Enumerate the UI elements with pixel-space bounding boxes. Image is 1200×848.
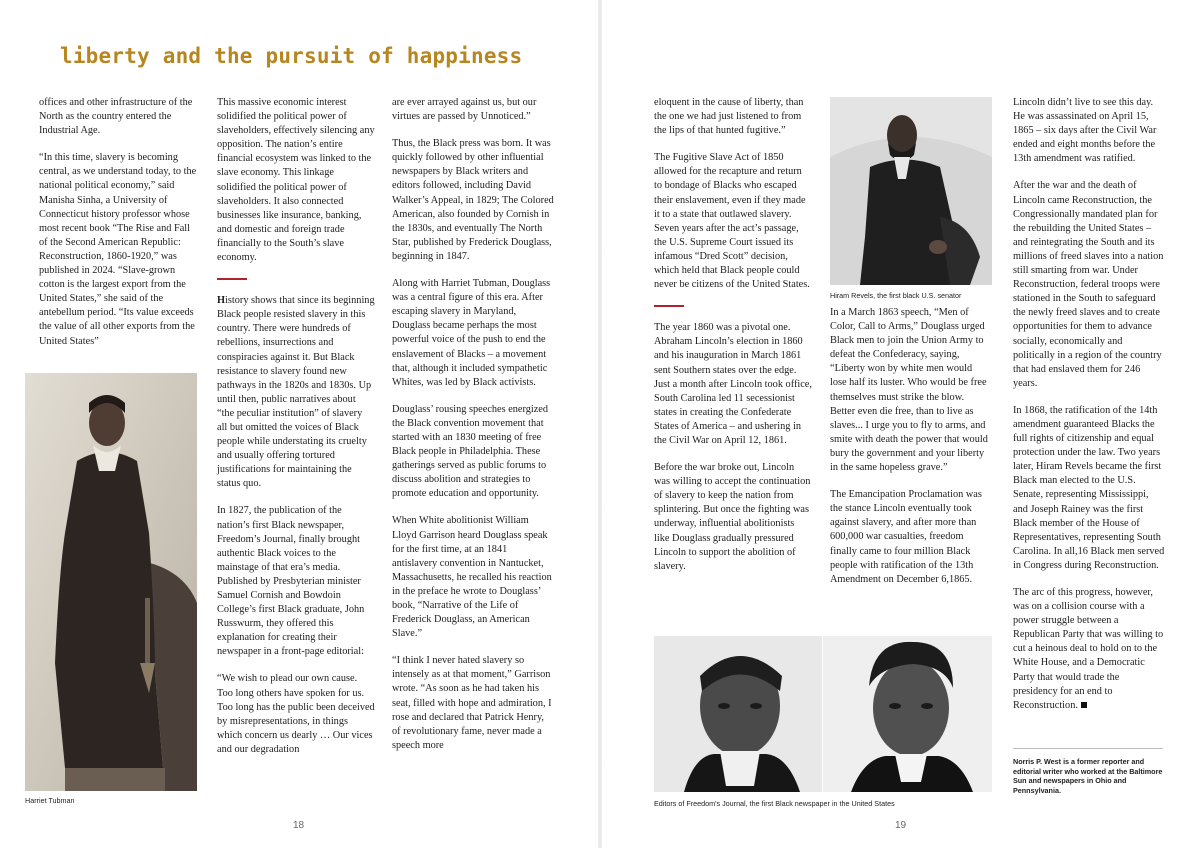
text-column-1	[39, 96, 199, 362]
paragraph: In 1827, the publication of the nation’s first Black newspaper, Freedom’s Journal, finally brought authentic Black voices to the mainstage of that era’s media. Published by Presbyterian minister Samuel Cornish and Bowdoin College’s first Black graduate, John Russwurm, they offered this explanation for creating their newspaper in a front-page editorial:	[217, 505, 365, 658]
text-column-2	[217, 96, 375, 770]
photo-caption: Editors of Freedom's Journal, the first Black newspaper in the United States	[654, 799, 895, 808]
paragraph: When White abolitionist William Lloyd Garrison heard Douglass speak for the first time, at an 1841 antislavery convention in Nantucket, Massachusetts, he recalled his reaction in the preface he wrote to Douglass’ book, “Narrative of the Life of Frederick Douglass, an American Slave.”	[392, 515, 552, 640]
paragraph: This massive economic interest solidified the political power of slaveholders, effectively silencing any opposition. The nation’s entire financial ecosystem was linked to the slave economy. This linkage solidified the political power of slaveholders. It also connected businesses like insurance, banking, and domestic and foreign trade financially to the South’s slave economy.	[217, 97, 375, 264]
samuel-cornish-portrait	[654, 636, 822, 792]
right-page	[600, 0, 1200, 848]
paragraph: Lincoln didn’t live to see this day. He was assassinated on April 15, 1865 – six days after the Civil War ended and eight months before the 13th amendment was ratified.	[1013, 97, 1157, 165]
section-divider	[217, 278, 247, 280]
paragraph: “I think I never hated slavery so intensely as at that moment,” Garrison wrote. “As soon as he had taken his seat, filled with hope and admiration, I rose and declared that Patrick Henry, of revolutionary fame, never made a speech more	[392, 655, 552, 751]
article-headline: liberty and the pursuit of happiness	[60, 44, 523, 68]
paragraph: History shows that since its beginning Black people resisted slavery in this country. There were hundreds of rebellions, insurrections and conspiracies against it. But Black resistance to slavery found new pathways in the 1820s and 1830s. Up until then, public narratives about “the peculiar institution” of slavery all but omitted the voices of Black people while understating its cruelty and usually offering tortured justifications for maintaining the status quo.	[217, 295, 375, 490]
section-divider	[654, 305, 684, 307]
text-column-4	[654, 96, 812, 587]
paragraph: In a March 1863 speech, “Men of Color, Call to Arms,” Douglass urged Black men to join the Union Army to defeat the Confederacy, saying, “Liberty won by white men would lose half its luster. Who would be free themselves must strike the blow. Better even die free, than to live as slaves... I urge you to fly to arms, and smite with death the power that would bury the government and your liberty in the same hopeless grave.”	[830, 307, 988, 474]
john-russwurm-photo	[823, 636, 992, 792]
paragraph: Before the war broke out, Lincoln was willing to accept the continuation of slavery to keep the nation from splintering. But once the fighting was underway, influential abolitionists like Douglass gradually pressured Lincoln to support the abolition of slavery.	[654, 462, 811, 572]
text-column-5	[830, 306, 990, 600]
paragraph: The year 1860 was a pivotal one. Abraham Lincoln’s election in 1860 and his inauguration in March 1861 sent Southern states over the edge. Just a month after Lincoln took office, South Carolina led 11 secessionist states in creating the Confederate States of America – and ushering in the Civil War on April 12, 1861.	[654, 322, 812, 446]
john-russwurm-portrait	[823, 636, 992, 792]
paragraph: are ever arrayed against us, but our virtues are passed by Unnoticed.”	[392, 97, 537, 123]
paragraph: “We wish to plead our own cause. Too long others have spoken for us. Too long has the public been deceived by misrepresentations, in things which concern us dearly … Our vices and our degradation	[217, 673, 375, 755]
paragraph: In 1868, the ratification of the 14th amendment guaranteed Blacks the full rights of citizenship and equal protection under the law. Two years later, Hiram Revels became the first Black man elected to the U.S. Senate, representing Mississippi, and Joseph Rainey was the first Black member of the House of Representatives, representing South Carolina. In all,16 Black men served in Congress during Reconstruction.	[1013, 404, 1165, 571]
paragraph: The arc of this progress, however, was on a collision course with a power struggle between a Republican Party that was willing to cut a heinous deal to hold on to the White House, and a Democratic Party that would trade the presidency for an end to Reconstruction.	[1013, 587, 1164, 711]
hiram-revels-portrait	[830, 97, 992, 285]
paragraph: offices and other infrastructure of the North as the country entered the Industrial Age.	[39, 97, 193, 137]
harriet-tubman-portrait	[25, 373, 197, 791]
paragraph: Thus, the Black press was born. It was quickly followed by other influential newspapers by Black writers and editors followed, including David Walker’s Appeal, in 1829; The Colored American, also founded by Cornish in the 1830s, and eventually The North Star, published by Frederick Douglass, beginning in 1847.	[392, 138, 554, 262]
samuel-cornish-photo	[654, 636, 822, 792]
hiram-revels-photo	[830, 97, 992, 285]
drop-cap: H	[217, 295, 226, 307]
paragraph: Along with Harriet Tubman, Douglass was a central figure of this era. After escaping slavery in Maryland, Douglass became perhaps the most powerful voice of the push to end the enslavement of Blacks – a movement that, although it included sympathetic Whites, was led by Black activists.	[392, 278, 551, 388]
paragraph: After the war and the death of Lincoln came Reconstruction, the Congressionally mandated plan for the rebuilding the United States – and reintegrating the South and its millions of freed slaves into a nation still smarting from war. Under Reconstruction, federal troops were stationed in the South to safeguard the newly freed slaves and to create opportunities for them to advance socially, economically and politically in a region of the country that had enslaved them for 246 years.	[1013, 180, 1164, 389]
text-column-3	[392, 96, 554, 766]
paragraph: The Fugitive Slave Act of 1850 allowed for the recapture and return to bondage of Blacks who escaped their enslavement, even if they made it to a state that outlawed slavery. Seven years after the act’s passage, the U.S. Supreme Court issued its infamous “Dred Scott” decision, which held that Black people could never be citizens of the United States.	[654, 152, 810, 291]
end-of-article-mark	[1081, 702, 1087, 708]
paragraph: “In this time, slavery is becoming central, as we understand today, to the national political economy,” said Manisha Sinha, a University of Connecticut history professor whose most recent book “The Rise and Fall of the Second American Republic: Reconstruction, 1860-1920,” was published in 2024. “Slave-grown cotton is the largest export from the United States,” she said of the antebellum period. “Its value exceeds the value of all other exports from the United States”	[39, 152, 197, 347]
paragraph: Douglass’ rousing speeches energized the Black convention movement that started with an 1830 meeting of free Black people in Philadelphia. These gatherings served as public forums to discuss abolition and strategies to promote education and opportunity.	[392, 403, 549, 500]
paragraph: The Emancipation Proclamation was the stance Lincoln eventually took against slavery, and after more than 600,000 war casualties, freedom finally came to four million Black people with ratification of the 13th Amendment on December 6,1865.	[830, 489, 982, 585]
paragraph: eloquent in the cause of liberty, than the one we had just listened to from the lips of that hunted fugitive.”	[654, 97, 804, 137]
page-number: 19	[895, 820, 907, 831]
author-bio: Norris P. West is a former reporter and editorial writer who worked at the Baltimore Sun and newspapers in Ohio and Pennsylvania.	[1013, 748, 1163, 795]
photo-caption: Harriet Tubman	[25, 796, 75, 805]
page-number: 18	[293, 820, 305, 831]
text-column-6	[1013, 96, 1165, 726]
harriet-tubman-photo	[25, 373, 197, 791]
photo-caption: Hiram Revels, the first black U.S. senator	[830, 291, 962, 300]
